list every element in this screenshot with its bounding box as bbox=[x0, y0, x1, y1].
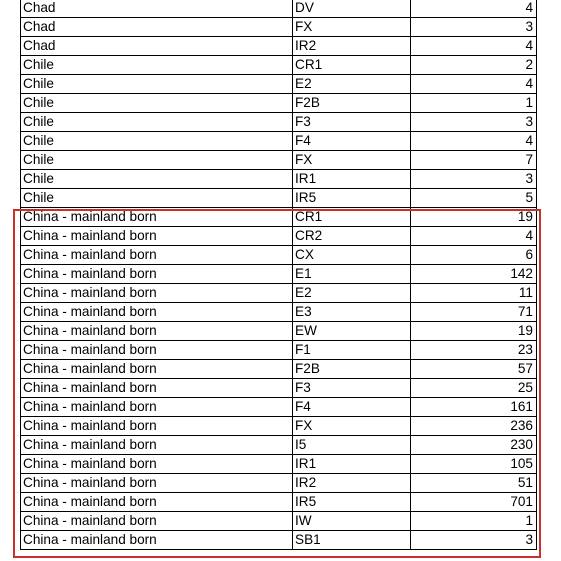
country-cell: China - mainland born bbox=[21, 512, 293, 531]
table-row bbox=[21, 474, 537, 493]
visa-class-cell: IR5 bbox=[293, 189, 411, 208]
table-row bbox=[21, 360, 537, 379]
count-cell: 4 bbox=[411, 37, 537, 56]
visa-class-cell: IW bbox=[293, 512, 411, 531]
table-row bbox=[21, 189, 537, 208]
count-cell: 142 bbox=[411, 265, 537, 284]
visa-class-cell: IR5 bbox=[293, 493, 411, 512]
country-cell: Chad bbox=[21, 37, 293, 56]
visa-class-cell: IR1 bbox=[293, 455, 411, 474]
visa-class-cell: E3 bbox=[293, 303, 411, 322]
data-table bbox=[20, 0, 537, 550]
count-cell: 1 bbox=[411, 94, 537, 113]
visa-class-cell: SB1 bbox=[293, 531, 411, 550]
country-cell: Chile bbox=[21, 75, 293, 94]
count-cell: 105 bbox=[411, 455, 537, 474]
table-row bbox=[21, 56, 537, 75]
country-cell: Chile bbox=[21, 56, 293, 75]
country-cell: China - mainland born bbox=[21, 455, 293, 474]
visa-class-cell: DV bbox=[293, 0, 411, 18]
count-cell: 230 bbox=[411, 436, 537, 455]
country-cell: Chile bbox=[21, 189, 293, 208]
table-row bbox=[21, 18, 537, 37]
table-row bbox=[21, 75, 537, 94]
table-row bbox=[21, 265, 537, 284]
country-cell: China - mainland born bbox=[21, 417, 293, 436]
table-row bbox=[21, 170, 537, 189]
table-row bbox=[21, 341, 537, 360]
visa-class-cell: F2B bbox=[293, 360, 411, 379]
table-row bbox=[21, 512, 537, 531]
country-cell: China - mainland born bbox=[21, 360, 293, 379]
visa-class-cell: FX bbox=[293, 417, 411, 436]
count-cell: 7 bbox=[411, 151, 537, 170]
country-cell: China - mainland born bbox=[21, 208, 293, 227]
table-row bbox=[21, 455, 537, 474]
visa-class-cell: IR1 bbox=[293, 170, 411, 189]
visa-class-cell: I5 bbox=[293, 436, 411, 455]
count-cell: 5 bbox=[411, 189, 537, 208]
country-cell: Chile bbox=[21, 170, 293, 189]
count-cell: 161 bbox=[411, 398, 537, 417]
table-row bbox=[21, 94, 537, 113]
count-cell: 25 bbox=[411, 379, 537, 398]
table-row bbox=[21, 531, 537, 550]
count-cell: 19 bbox=[411, 208, 537, 227]
country-cell: China - mainland born bbox=[21, 531, 293, 550]
country-cell: China - mainland born bbox=[21, 227, 293, 246]
count-cell: 701 bbox=[411, 493, 537, 512]
visa-class-cell: F4 bbox=[293, 132, 411, 151]
count-cell: 236 bbox=[411, 417, 537, 436]
country-cell: China - mainland born bbox=[21, 474, 293, 493]
table-row bbox=[21, 284, 537, 303]
country-cell: China - mainland born bbox=[21, 379, 293, 398]
count-cell: 71 bbox=[411, 303, 537, 322]
count-cell: 4 bbox=[411, 227, 537, 246]
visa-class-cell: IR2 bbox=[293, 474, 411, 493]
count-cell: 3 bbox=[411, 531, 537, 550]
country-cell: Chad bbox=[21, 0, 293, 18]
country-cell: China - mainland born bbox=[21, 493, 293, 512]
count-cell: 11 bbox=[411, 284, 537, 303]
table-row bbox=[21, 303, 537, 322]
visa-class-cell: F3 bbox=[293, 379, 411, 398]
visa-class-cell: E1 bbox=[293, 265, 411, 284]
visa-class-cell: F3 bbox=[293, 113, 411, 132]
country-cell: China - mainland born bbox=[21, 436, 293, 455]
count-cell: 51 bbox=[411, 474, 537, 493]
table-row bbox=[21, 417, 537, 436]
table-row bbox=[21, 246, 537, 265]
country-cell: China - mainland born bbox=[21, 341, 293, 360]
table-row bbox=[21, 151, 537, 170]
count-cell: 19 bbox=[411, 322, 537, 341]
count-cell: 4 bbox=[411, 0, 537, 18]
visa-class-cell: CR1 bbox=[293, 208, 411, 227]
country-cell: Chile bbox=[21, 113, 293, 132]
count-cell: 1 bbox=[411, 512, 537, 531]
country-cell: China - mainland born bbox=[21, 284, 293, 303]
count-cell: 23 bbox=[411, 341, 537, 360]
count-cell: 2 bbox=[411, 56, 537, 75]
visa-class-cell: FX bbox=[293, 18, 411, 37]
table-row bbox=[21, 113, 537, 132]
table-row bbox=[21, 208, 537, 227]
country-cell: China - mainland born bbox=[21, 322, 293, 341]
table-row bbox=[21, 37, 537, 56]
count-cell: 4 bbox=[411, 75, 537, 94]
table-row bbox=[21, 379, 537, 398]
visa-class-cell: IR2 bbox=[293, 37, 411, 56]
table-row bbox=[21, 493, 537, 512]
visa-class-cell: CX bbox=[293, 246, 411, 265]
table-row bbox=[21, 132, 537, 151]
count-cell: 3 bbox=[411, 113, 537, 132]
country-cell: China - mainland born bbox=[21, 303, 293, 322]
table-row bbox=[21, 0, 537, 18]
count-cell: 57 bbox=[411, 360, 537, 379]
visa-class-cell: CR2 bbox=[293, 227, 411, 246]
visa-class-cell: F1 bbox=[293, 341, 411, 360]
country-cell: China - mainland born bbox=[21, 265, 293, 284]
country-cell: Chile bbox=[21, 94, 293, 113]
table-row bbox=[21, 227, 537, 246]
country-cell: China - mainland born bbox=[21, 398, 293, 417]
visa-class-cell: E2 bbox=[293, 284, 411, 303]
country-cell: Chile bbox=[21, 132, 293, 151]
count-cell: 4 bbox=[411, 132, 537, 151]
count-cell: 6 bbox=[411, 246, 537, 265]
table-body bbox=[21, 0, 537, 550]
visa-class-cell: FX bbox=[293, 151, 411, 170]
table-row bbox=[21, 322, 537, 341]
country-cell: Chile bbox=[21, 151, 293, 170]
country-cell: Chad bbox=[21, 18, 293, 37]
table-row bbox=[21, 436, 537, 455]
visa-class-cell: EW bbox=[293, 322, 411, 341]
count-cell: 3 bbox=[411, 18, 537, 37]
country-cell: China - mainland born bbox=[21, 246, 293, 265]
visa-class-cell: F4 bbox=[293, 398, 411, 417]
table-row bbox=[21, 398, 537, 417]
visa-class-cell: F2B bbox=[293, 94, 411, 113]
visa-class-cell: E2 bbox=[293, 75, 411, 94]
count-cell: 3 bbox=[411, 170, 537, 189]
visa-class-cell: CR1 bbox=[293, 56, 411, 75]
